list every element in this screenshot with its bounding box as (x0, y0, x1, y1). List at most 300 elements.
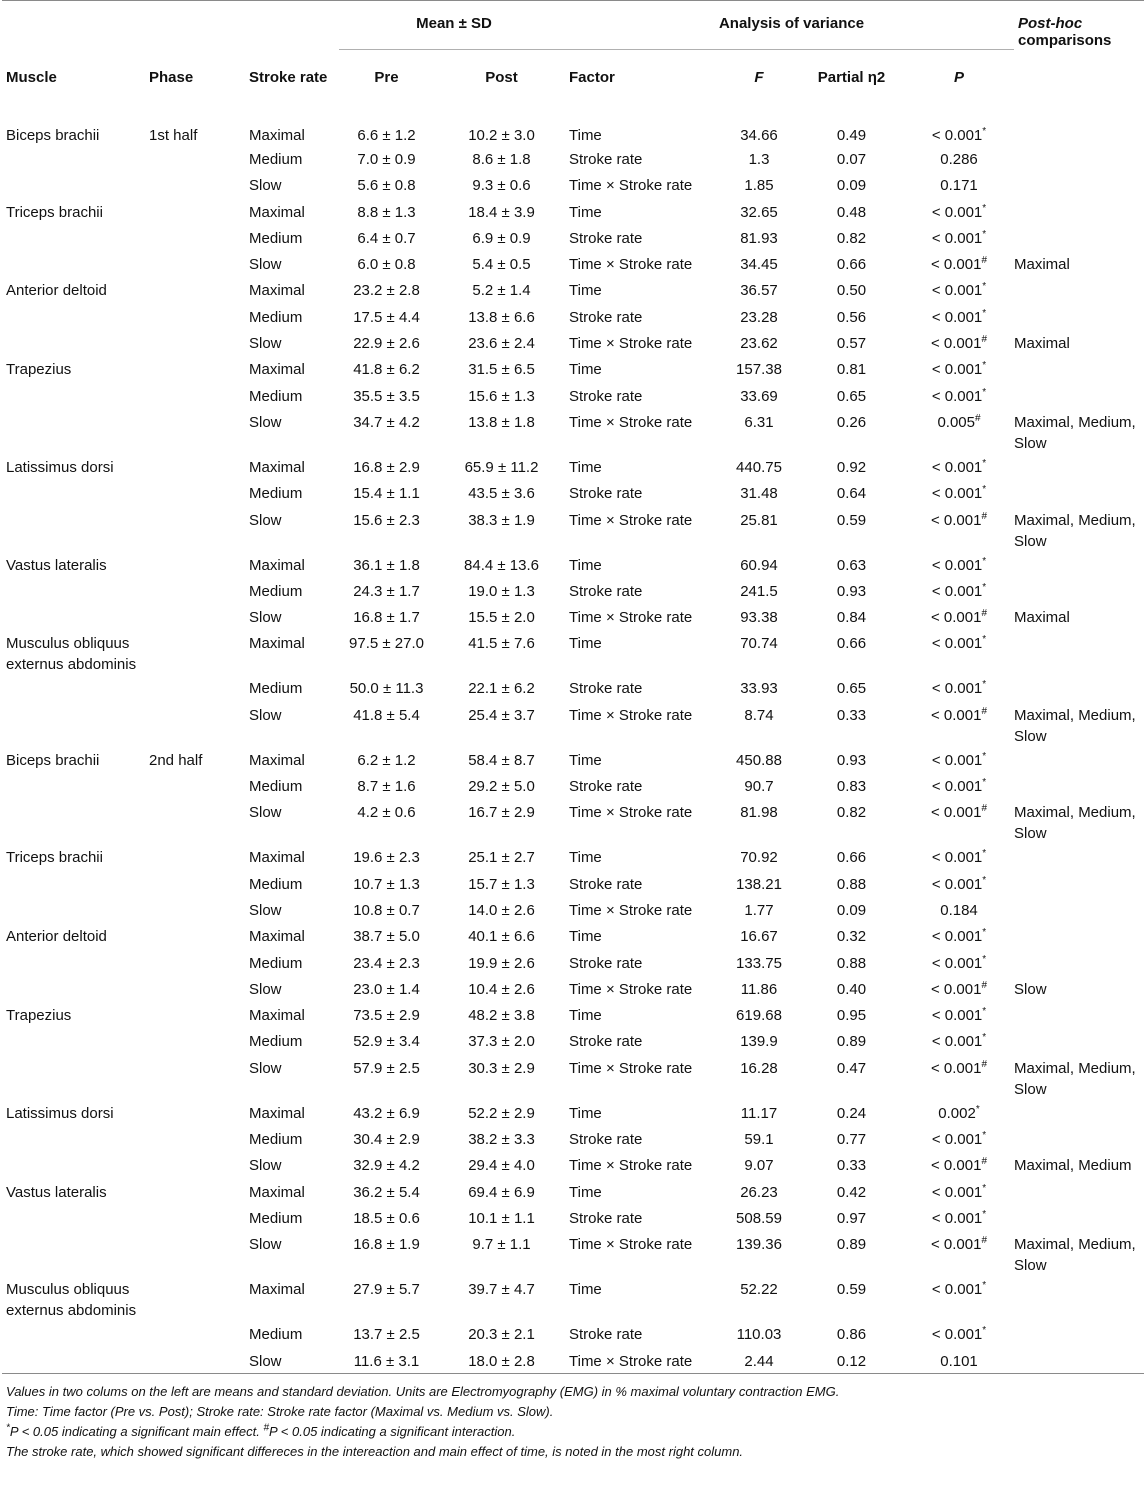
phase-cell (149, 356, 249, 382)
f-cell: 81.93 (740, 229, 778, 247)
posthoc-cell: Maximal (1014, 609, 1070, 627)
phase-cell (149, 225, 249, 251)
posthoc-cell: Maximal, Medium, Slow (1014, 511, 1136, 550)
factor-cell: Time (569, 282, 602, 300)
muscle-cell (2, 1231, 149, 1276)
factor-cell: Stroke rate (569, 1131, 643, 1149)
factor-cell: Time × Stroke rate (569, 980, 693, 998)
f-cell: 508.59 (736, 1209, 782, 1227)
posthoc-cell: Maximal, Medium (1014, 1157, 1132, 1175)
f-cell: 2.44 (744, 1352, 774, 1370)
table-row (2, 1321, 1144, 1347)
factor-cell: Time (569, 1183, 602, 1201)
stroke-rate-cell: Slow (249, 609, 282, 627)
factor-cell: Stroke rate (569, 229, 643, 247)
partial-eta-cell: 0.48 (836, 203, 867, 221)
partial-eta-cell: 0.33 (836, 1157, 867, 1175)
post-cell: 6.9 ± 0.9 (472, 229, 531, 247)
muscle-cell (2, 304, 149, 330)
stroke-rate-cell: Medium (249, 582, 303, 600)
posthoc-cell (1014, 675, 1144, 701)
posthoc-cell: Maximal (1014, 335, 1070, 353)
post-cell: 9.7 ± 1.1 (472, 1236, 531, 1254)
phase-cell (149, 251, 249, 277)
post-cell: 16.7 ± 2.9 (468, 804, 535, 822)
posthoc-cell (1014, 114, 1144, 146)
post-cell: 10.1 ± 1.1 (468, 1209, 535, 1227)
muscle-cell: Musculus obliquus externus abdominis (6, 635, 137, 674)
stroke-rate-cell: Slow (249, 1352, 282, 1370)
f-cell: 26.23 (740, 1183, 778, 1201)
p-cell: < 0.001* (931, 848, 987, 867)
p-cell: < 0.001* (931, 1208, 987, 1227)
posthoc-cell (1014, 950, 1144, 976)
partial-eta-cell: 0.07 (836, 151, 867, 168)
pre-cell: 23.4 ± 2.3 (353, 954, 420, 972)
stroke-rate-cell: Medium (249, 1131, 303, 1149)
phase-cell (149, 1100, 249, 1126)
factor-cell: Stroke rate (569, 308, 643, 326)
f-cell: 59.1 (744, 1131, 774, 1149)
partial-eta-cell: 0.81 (836, 361, 867, 379)
partial-eta-cell: 0.12 (836, 1352, 867, 1370)
phase-cell (149, 552, 249, 578)
stroke-rate-cell: Maximal (249, 458, 305, 476)
factor-cell: Time × Stroke rate (569, 413, 693, 431)
f-cell: 619.68 (736, 1007, 782, 1025)
partial-eta-cell: 0.86 (836, 1326, 867, 1344)
posthoc-cell (1014, 454, 1144, 480)
factor-cell: Time × Stroke rate (569, 706, 693, 724)
pre-cell: 35.5 ± 3.5 (353, 387, 420, 405)
f-cell: 157.38 (736, 361, 782, 379)
stroke-rate-cell: Maximal (249, 635, 305, 653)
pre-cell: 23.2 ± 2.8 (353, 282, 420, 300)
phase-cell (149, 630, 249, 675)
phase-cell (149, 702, 249, 747)
table-row (2, 702, 1144, 747)
muscle-cell (2, 507, 149, 552)
stroke-rate-cell: Maximal (249, 1104, 305, 1122)
p-cell: < 0.001# (930, 334, 988, 353)
phase-cell (149, 844, 249, 870)
stroke-rate-cell: Medium (249, 1209, 303, 1227)
phase-cell (149, 604, 249, 630)
p-cell: < 0.001* (931, 457, 987, 476)
table-row (2, 454, 1144, 480)
muscle-cell: Triceps brachii (6, 203, 103, 221)
post-cell: 31.5 ± 6.5 (468, 361, 535, 379)
posthoc-header-italic: Post-hoc (1018, 15, 1083, 32)
f-cell: 34.66 (740, 127, 778, 144)
p-cell: < 0.001# (930, 979, 988, 998)
partial-eta-cell: 0.59 (836, 1281, 867, 1299)
f-cell: 9.07 (744, 1157, 774, 1175)
stroke-rate-cell: Medium (249, 308, 303, 326)
partial-eta-cell: 0.56 (836, 308, 867, 326)
partial-eta-cell: 0.33 (836, 706, 867, 724)
table-row (2, 844, 1144, 870)
posthoc-cell (1014, 172, 1144, 198)
stroke-rate-cell: Slow (249, 335, 282, 353)
factor-cell: Stroke rate (569, 1209, 643, 1227)
posthoc-cell: Maximal, Medium, Slow (1014, 804, 1136, 843)
post-cell: 5.4 ± 0.5 (472, 256, 531, 274)
factor-cell: Time (569, 361, 602, 379)
posthoc-cell (1014, 1028, 1144, 1054)
phase-cell (149, 304, 249, 330)
factor-cell: Time (569, 1007, 602, 1025)
pre-cell: 32.9 ± 4.2 (353, 1157, 420, 1175)
f-header: F (719, 50, 799, 115)
muscle-cell (2, 871, 149, 897)
f-cell: 31.48 (740, 485, 778, 503)
post-cell: 9.3 ± 0.6 (472, 177, 531, 195)
pre-cell: 43.2 ± 6.9 (353, 1104, 420, 1122)
stroke-rate-cell: Maximal (249, 282, 305, 300)
table-row (2, 630, 1144, 675)
table-row (2, 1055, 1144, 1100)
partial-eta-cell: 0.59 (836, 511, 867, 529)
footnote-factors: Time: Time factor (Pre vs. Post); Stroke rate: Stroke rate factor (Maximal vs. Medium vs. Slow). (6, 1404, 554, 1420)
muscle-cell (2, 950, 149, 976)
partial-eta-cell: 0.83 (836, 778, 867, 796)
muscle-cell (2, 409, 149, 454)
stroke-rate-cell: Medium (249, 1033, 303, 1051)
phase-cell: 2nd half (149, 751, 203, 769)
phase-cell (149, 897, 249, 923)
posthoc-cell (1014, 552, 1144, 578)
table-row (2, 1028, 1144, 1054)
factor-cell: Stroke rate (569, 1033, 643, 1051)
stroke-rate-cell: Slow (249, 980, 282, 998)
stroke-rate-cell: Maximal (249, 751, 305, 769)
partial-eta-cell: 0.82 (836, 229, 867, 247)
factor-cell: Stroke rate (569, 485, 643, 503)
muscle-cell: Anterior deltoid (6, 928, 107, 946)
factor-cell: Time (569, 203, 602, 221)
post-cell: 58.4 ± 8.7 (468, 751, 535, 769)
phase-cell (149, 277, 249, 303)
posthoc-cell (1014, 1126, 1144, 1152)
posthoc-cell (1014, 199, 1144, 225)
partial-eta-cell: 0.66 (836, 256, 867, 274)
partial-eta-cell: 0.66 (836, 849, 867, 867)
phase-cell (149, 1231, 249, 1276)
stroke-rate-cell: Slow (249, 177, 282, 195)
post-cell: 84.4 ± 13.6 (464, 556, 539, 574)
posthoc-cell (1014, 1100, 1144, 1126)
phase-cell (149, 578, 249, 604)
factor-cell: Time × Stroke rate (569, 901, 693, 919)
f-cell: 90.7 (744, 778, 774, 796)
header-row-group (2, 1, 1144, 50)
partial-eta-cell: 0.93 (836, 582, 867, 600)
phase-header: Phase (149, 68, 194, 86)
p-cell: < 0.001* (931, 874, 987, 893)
factor-cell: Time × Stroke rate (569, 511, 693, 529)
post-cell: 29.4 ± 4.0 (468, 1157, 535, 1175)
post-cell: 19.0 ± 1.3 (468, 582, 535, 600)
stroke-rate-cell: Slow (249, 511, 282, 529)
pre-cell: 10.7 ± 1.3 (353, 875, 420, 893)
posthoc-cell (1014, 1179, 1144, 1205)
factor-cell: Time × Stroke rate (569, 1157, 693, 1175)
p-cell: < 0.001* (931, 953, 987, 972)
factor-cell: Stroke rate (569, 151, 643, 168)
post-cell: 37.3 ± 2.0 (468, 1033, 535, 1051)
post-cell: 13.8 ± 1.8 (468, 413, 535, 431)
mean-sd-header: Mean ± SD (339, 1, 569, 50)
table-body (2, 114, 1144, 1374)
table-row (2, 1100, 1144, 1126)
p-cell: < 0.001* (931, 777, 987, 796)
muscle-cell: Vastus lateralis (6, 556, 107, 574)
post-cell: 8.6 ± 1.8 (472, 151, 531, 168)
table-row (2, 747, 1144, 773)
f-cell: 241.5 (740, 582, 778, 600)
table-row (2, 304, 1144, 330)
posthoc-cell (1014, 356, 1144, 382)
phase-cell (149, 1321, 249, 1347)
pre-cell: 6.6 ± 1.2 (357, 127, 416, 144)
muscle-cell: Trapezius (6, 361, 72, 379)
table-row (2, 199, 1144, 225)
partial-eta-cell: 0.95 (836, 1007, 867, 1025)
partial-eta-cell: 0.97 (836, 1209, 867, 1227)
muscle-cell (2, 383, 149, 409)
partial-eta-cell: 0.77 (836, 1131, 867, 1149)
phase-cell (149, 1179, 249, 1205)
pre-cell: 16.8 ± 1.9 (353, 1236, 420, 1254)
muscle-header: Muscle (6, 68, 57, 86)
post-cell: 14.0 ± 2.6 (468, 901, 535, 919)
pre-cell: 57.9 ± 2.5 (353, 1059, 420, 1077)
f-cell: 139.9 (740, 1033, 778, 1051)
post-cell: 48.2 ± 3.8 (468, 1007, 535, 1025)
footnotes (2, 1374, 1144, 1463)
pre-cell: 16.8 ± 1.7 (353, 609, 420, 627)
p-cell: < 0.001* (931, 281, 987, 300)
muscle-cell (2, 675, 149, 701)
p-cell: < 0.001* (931, 1006, 987, 1025)
partial-eta-cell: 0.50 (836, 282, 867, 300)
factor-cell: Time (569, 928, 602, 946)
pre-cell: 6.4 ± 0.7 (357, 229, 416, 247)
table-row (2, 277, 1144, 303)
post-cell: 18.4 ± 3.9 (468, 203, 535, 221)
muscle-cell (2, 1126, 149, 1152)
stroke-rate-cell: Medium (249, 151, 303, 168)
factor-cell: Time × Stroke rate (569, 1236, 693, 1254)
stroke-rate-cell: Medium (249, 1326, 303, 1344)
phase-cell (149, 799, 249, 844)
table-row (2, 409, 1144, 454)
phase-cell (149, 507, 249, 552)
p-cell: < 0.001# (930, 803, 988, 822)
post-cell: 15.5 ± 2.0 (468, 609, 535, 627)
partial-eta-cell: 0.84 (836, 609, 867, 627)
partial-eta-cell: 0.57 (836, 335, 867, 353)
anova-header: Analysis of variance (569, 1, 1014, 50)
stroke-rate-cell: Maximal (249, 1007, 305, 1025)
factor-cell: Time (569, 751, 602, 769)
pre-cell: 19.6 ± 2.3 (353, 849, 420, 867)
stroke-rate-cell: Maximal (249, 203, 305, 221)
phase-cell (149, 976, 249, 1002)
post-cell: 15.6 ± 1.3 (468, 387, 535, 405)
table-row (2, 950, 1144, 976)
stroke-rate-cell: Maximal (249, 928, 305, 946)
posthoc-cell: Maximal (1014, 256, 1070, 274)
p-cell: < 0.001* (931, 927, 987, 946)
post-cell: 15.7 ± 1.3 (468, 875, 535, 893)
post-cell: 38.3 ± 1.9 (468, 511, 535, 529)
post-cell: 69.4 ± 6.9 (468, 1183, 535, 1201)
muscle-cell (2, 146, 149, 172)
posthoc-cell: Maximal, Medium, Slow (1014, 1236, 1136, 1275)
phase-cell (149, 1205, 249, 1231)
muscle-cell: Anterior deltoid (6, 282, 107, 300)
pre-cell: 16.8 ± 2.9 (353, 458, 420, 476)
table-row (2, 480, 1144, 506)
pre-cell: 23.0 ± 1.4 (353, 980, 420, 998)
muscle-cell (2, 1152, 149, 1178)
factor-cell: Time × Stroke rate (569, 1352, 693, 1370)
f-cell: 70.92 (740, 849, 778, 867)
p-cell: < 0.001* (931, 1325, 987, 1344)
partial-eta-cell: 0.09 (836, 177, 867, 195)
stroke-rate-cell: Maximal (249, 1281, 305, 1299)
partial-eta-cell: 0.24 (836, 1104, 867, 1122)
partial-eta-cell: 0.47 (836, 1059, 867, 1077)
partial-eta-cell: 0.88 (836, 954, 867, 972)
stroke-rate-cell: Maximal (249, 849, 305, 867)
post-cell: 13.8 ± 6.6 (468, 308, 535, 326)
f-cell: 1.85 (744, 177, 774, 195)
muscle-cell (2, 897, 149, 923)
p-cell: < 0.001* (931, 750, 987, 769)
table-row (2, 172, 1144, 198)
muscle-cell (2, 578, 149, 604)
factor-cell: Time (569, 127, 602, 144)
partial-eta-cell: 0.82 (836, 804, 867, 822)
muscle-cell (2, 225, 149, 251)
partial-eta-cell: 0.65 (836, 680, 867, 698)
p-cell: < 0.001# (930, 1156, 988, 1175)
pre-cell: 50.0 ± 11.3 (349, 680, 424, 698)
f-cell: 16.67 (740, 928, 778, 946)
muscle-cell: Vastus lateralis (6, 1183, 107, 1201)
table-row (2, 773, 1144, 799)
post-header: Post (434, 50, 569, 115)
muscle-cell: Trapezius (6, 1007, 72, 1025)
f-cell: 133.75 (736, 954, 782, 972)
table-row (2, 1231, 1144, 1276)
post-cell: 10.2 ± 3.0 (468, 127, 535, 144)
pre-cell: 73.5 ± 2.9 (353, 1007, 420, 1025)
pre-cell: 41.8 ± 5.4 (353, 706, 420, 724)
posthoc-cell (1014, 897, 1144, 923)
partial-eta-cell: 0.64 (836, 485, 867, 503)
f-cell: 23.28 (740, 308, 778, 326)
muscle-cell (2, 1205, 149, 1231)
post-cell: 65.9 ± 11.2 (464, 458, 539, 476)
f-cell: 23.62 (740, 335, 778, 353)
pre-cell: 18.5 ± 0.6 (353, 1209, 420, 1227)
phase-cell (149, 480, 249, 506)
stroke-rate-cell: Slow (249, 901, 282, 919)
phase-cell (149, 330, 249, 356)
phase-cell (149, 675, 249, 701)
pre-cell: 38.7 ± 5.0 (353, 928, 420, 946)
f-cell: 11.86 (740, 980, 778, 998)
muscle-cell: Latissimus dorsi (6, 458, 114, 476)
post-cell: 39.7 ± 4.7 (468, 1281, 535, 1299)
p-cell: < 0.001* (931, 1130, 987, 1149)
factor-cell: Time × Stroke rate (569, 335, 693, 353)
post-cell: 38.2 ± 3.3 (468, 1131, 535, 1149)
f-cell: 60.94 (740, 556, 778, 574)
muscle-cell (2, 604, 149, 630)
partial-eta-cell: 0.09 (836, 901, 867, 919)
post-cell: 20.3 ± 2.1 (468, 1326, 535, 1344)
phase-cell (149, 1028, 249, 1054)
partial-eta-cell: 0.32 (836, 928, 867, 946)
p-cell: < 0.001* (931, 1280, 987, 1299)
partial-eta-cell: 0.42 (836, 1183, 867, 1201)
partial-eta-cell: 0.88 (836, 875, 867, 893)
factor-cell: Stroke rate (569, 1326, 643, 1344)
posthoc-cell (1014, 480, 1144, 506)
table-row (2, 897, 1144, 923)
pre-cell: 8.7 ± 1.6 (357, 778, 416, 796)
f-cell: 450.88 (736, 751, 782, 769)
stroke-rate-cell: Slow (249, 413, 282, 431)
muscle-cell (2, 1348, 149, 1374)
post-cell: 23.6 ± 2.4 (468, 335, 535, 353)
factor-cell: Stroke rate (569, 875, 643, 893)
phase-cell (149, 199, 249, 225)
muscle-cell: Biceps brachii (6, 751, 100, 769)
table-row (2, 1152, 1144, 1178)
f-cell: 52.22 (740, 1281, 778, 1299)
footnote-posthoc: The stroke rate, which showed significant differeces in the intereaction and main effect of time, is noted in the most right column. (6, 1444, 744, 1460)
stroke-rate-cell: Medium (249, 229, 303, 247)
phase-cell (149, 1055, 249, 1100)
pre-cell: 15.4 ± 1.1 (353, 485, 420, 503)
p-cell: < 0.001* (931, 634, 987, 653)
p-cell: < 0.001# (930, 1235, 988, 1254)
post-cell: 10.4 ± 2.6 (468, 980, 535, 998)
stroke-rate-cell: Slow (249, 706, 282, 724)
post-cell: 25.4 ± 3.7 (468, 706, 535, 724)
pre-cell: 97.5 ± 27.0 (349, 635, 424, 653)
phase-cell (149, 871, 249, 897)
partial-eta-cell: 0.93 (836, 751, 867, 769)
p-cell: < 0.001# (930, 608, 988, 627)
posthoc-cell (1014, 277, 1144, 303)
phase-cell (149, 923, 249, 949)
pre-cell: 11.6 ± 3.1 (353, 1352, 420, 1370)
posthoc-cell (1014, 1276, 1144, 1321)
phase-cell (149, 172, 249, 198)
posthoc-cell (1014, 747, 1144, 773)
phase-cell (149, 1152, 249, 1178)
muscle-cell (2, 1028, 149, 1054)
phase-cell (149, 383, 249, 409)
f-cell: 8.74 (744, 706, 774, 724)
